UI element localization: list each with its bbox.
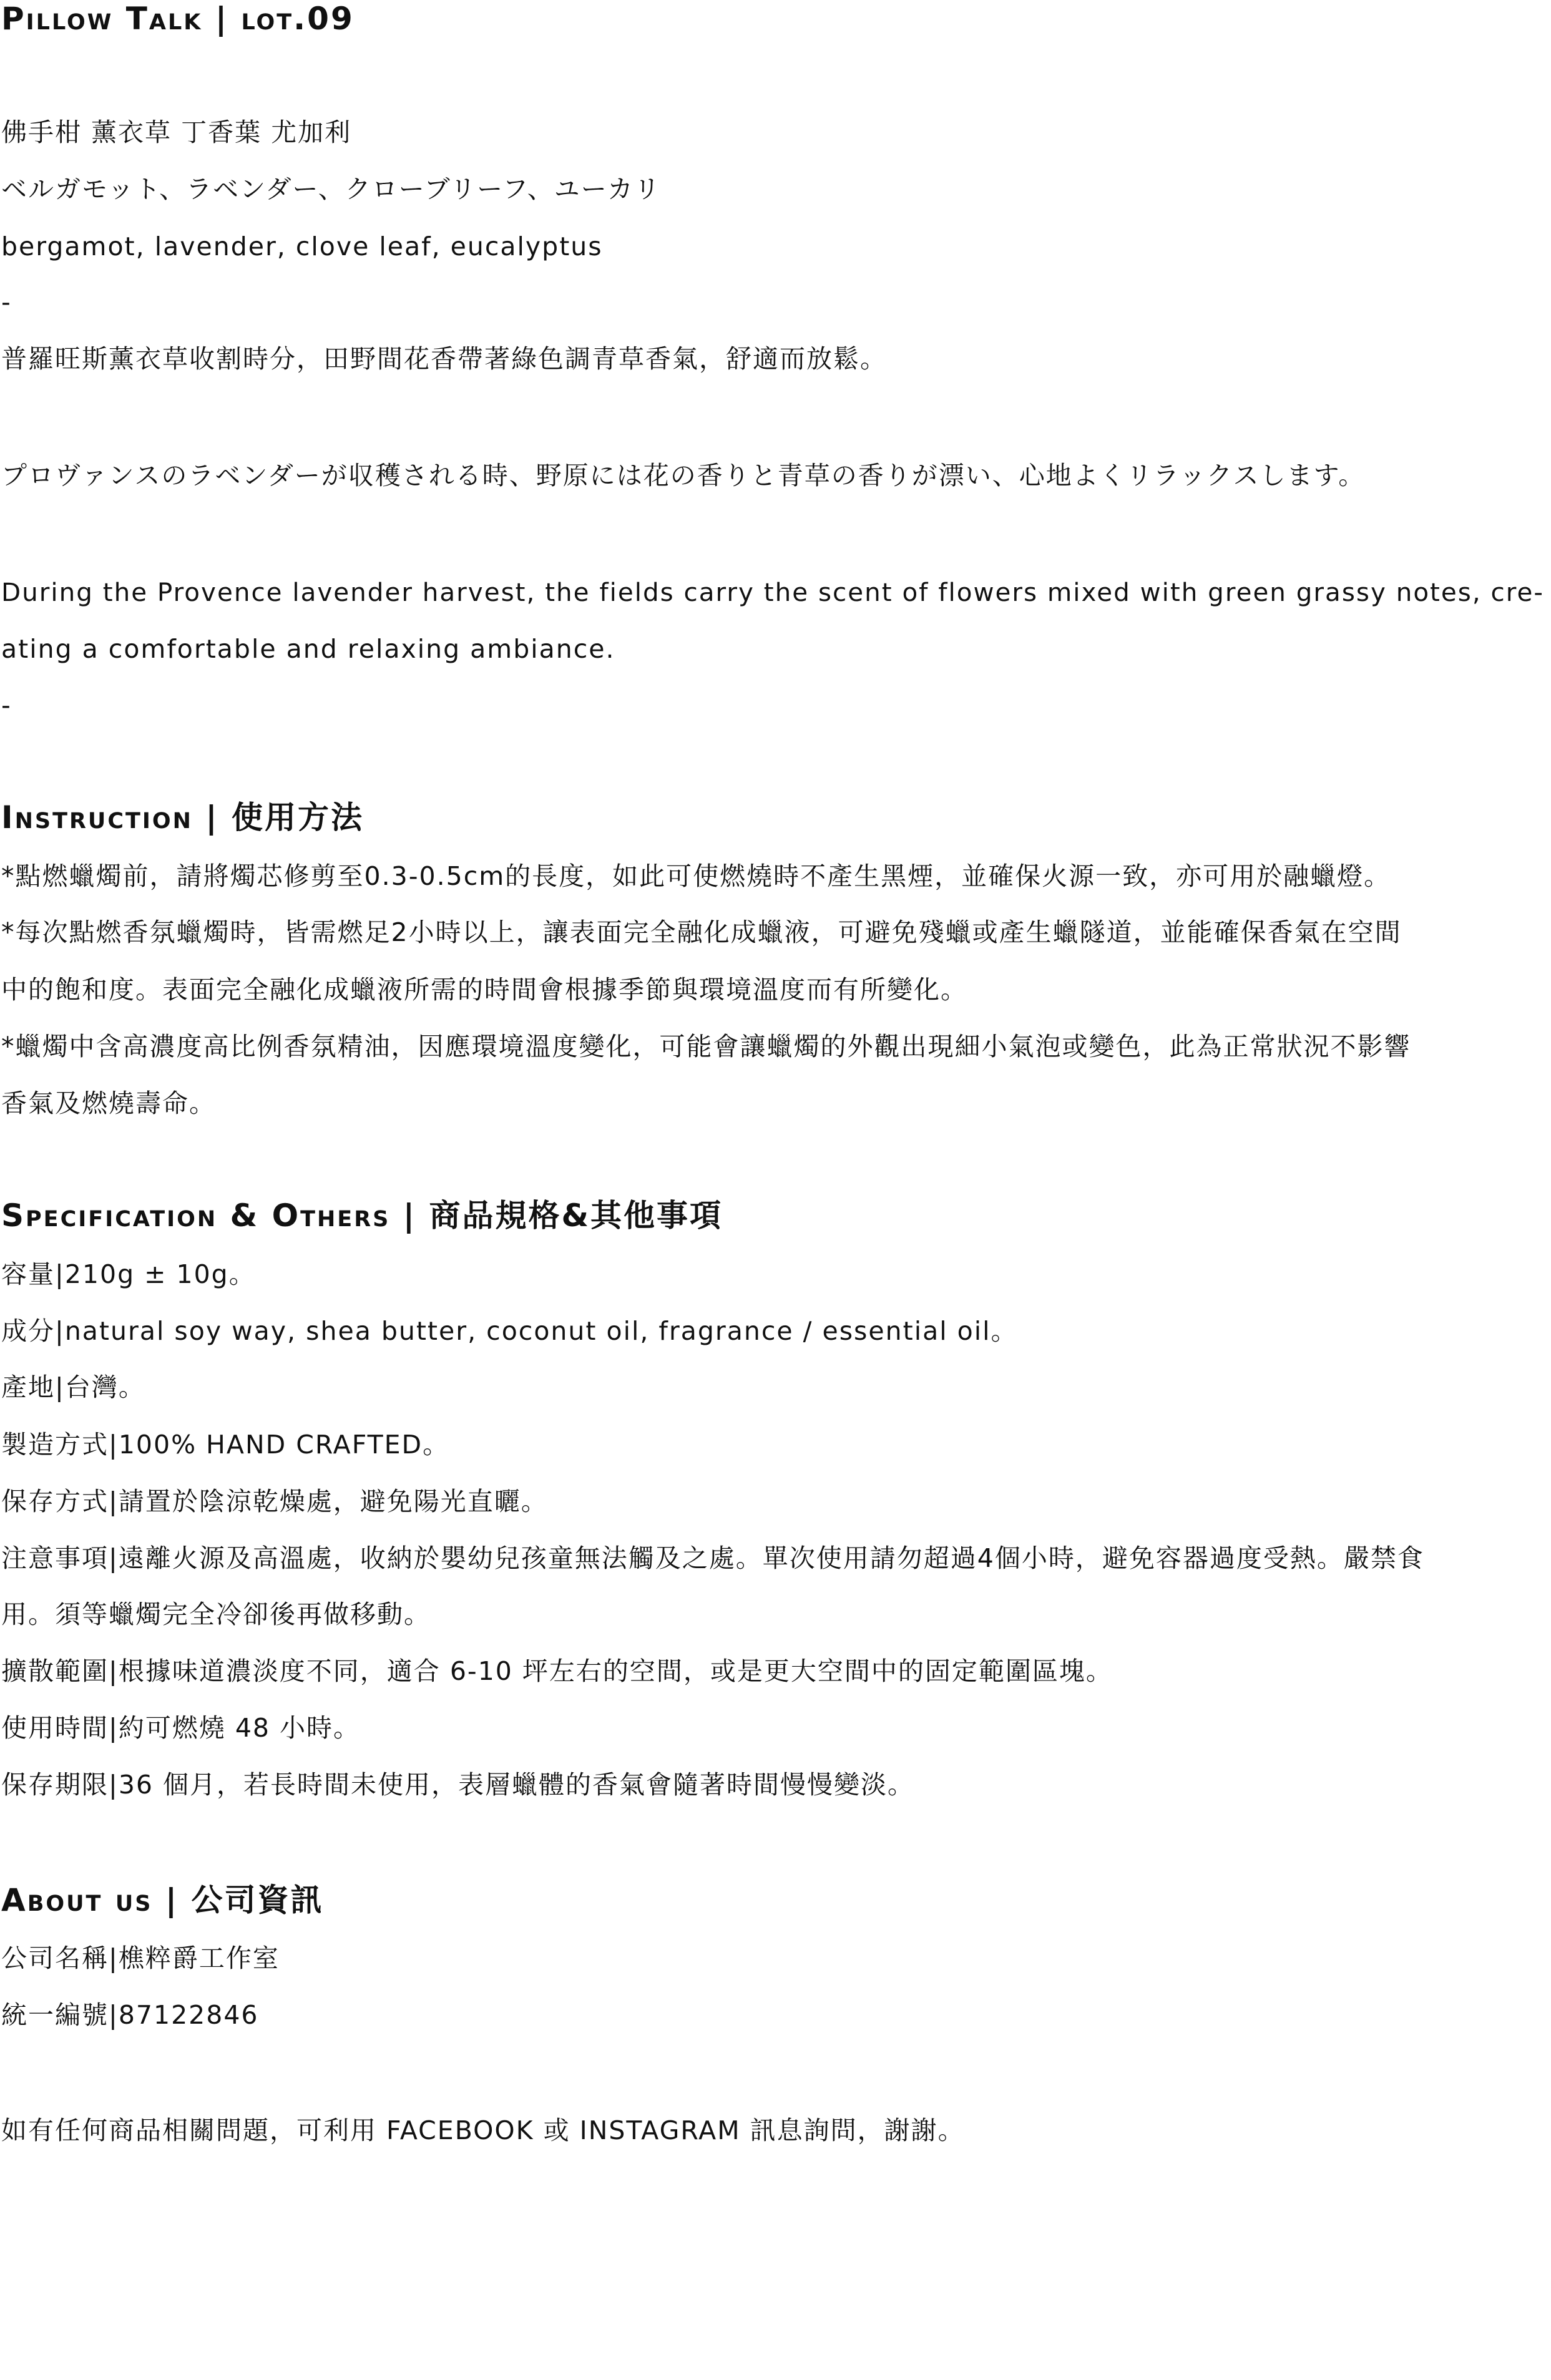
product-title: Pillow Talk | lot.09 <box>1 1 355 37</box>
spec-line: 產地|台灣。 <box>1 1372 145 1402</box>
spec-line: 保存方式|請置於陰涼乾燥處，避免陽光直曬。 <box>1 1486 548 1516</box>
instruction-heading: Instruction | 使用方法 <box>1 799 365 836</box>
about-line: 公司名稱|樵粹爵工作室 <box>1 1943 280 1973</box>
spec-line: 保存期限|36 個月，若長時間未使用，表層蠟體的香氣會隨著時間慢慢變淡。 <box>1 1770 915 1800</box>
description-chinese: 普羅旺斯薰衣草收割時分，田野間花香帶著綠色調青草香氣，舒適而放鬆。 <box>1 344 887 374</box>
about-heading: About us | 公司資訊 <box>1 1882 324 1918</box>
description-english-line: During the Provence lavender harvest, the fields carry the scent of flowers mixed with green grassy notes, cre- <box>1 577 1544 607</box>
separator-dash: - <box>1 287 12 317</box>
specification-heading: Specification & Others | 商品規格&其他事項 <box>1 1197 723 1234</box>
instruction-line: 中的飽和度。表面完全融化成蠟液所需的時間會根據季節與環境溫度而有所變化。 <box>1 975 967 1005</box>
spec-line: 用。須等蠟燭完全冷卻後再做移動。 <box>1 1599 431 1629</box>
spec-line: 製造方式|100% HAND CRAFTED。 <box>1 1430 450 1460</box>
notes-english: bergamot, lavender, clove leaf, eucalyptus <box>1 232 603 261</box>
contact-note: 如有任何商品相關問題，可利用 FACEBOOK 或 INSTAGRAM 訊息詢問，謝謝。 <box>1 2115 965 2145</box>
notes-japanese: ベルガモット、ラベンダー、クローブリーフ、ユーカリ <box>1 174 661 204</box>
separator-dash: - <box>1 690 12 720</box>
spec-line: 擴散範圍|根據味道濃淡度不同，適合 6-10 坪左右的空間，或是更大空間中的固定範圍區塊。 <box>1 1656 1113 1686</box>
description-english-line: ating a comfortable and relaxing ambiance. <box>1 634 615 664</box>
description-japanese: プロヴァンスのラベンダーが収穫される時、野原には花の香りと青草の香りが漂い、心地よくリラックスします。 <box>1 461 1366 490</box>
instruction-line: *每次點燃香氛蠟燭時，皆需燃足2小時以上，讓表面完全融化成蠟液，可避免殘蠟或產生蠟隧道，並能確保香氣在空間 <box>1 917 1402 947</box>
spec-line: 成分|natural soy way, shea butter, coconut oil, fragrance / essential oil。 <box>1 1316 1018 1346</box>
instruction-line: *蠟燭中含高濃度高比例香氛精油，因應環境溫度變化，可能會讓蠟燭的外觀出現細小氣泡或變色，此為正常狀況不影響 <box>1 1031 1411 1061</box>
spec-line: 使用時間|約可燃燒 48 小時。 <box>1 1713 361 1743</box>
about-line: 統一編號|87122846 <box>1 2000 259 2030</box>
spec-line: 容量|210g ± 10g。 <box>1 1259 256 1289</box>
instruction-line: *點燃蠟燭前，請將燭芯修剪至0.3-0.5cm的長度，如此可使燃燒時不產生黑煙，並確保火源一致，亦可用於融蠟燈。 <box>1 861 1391 891</box>
instruction-line: 香氣及燃燒壽命。 <box>1 1088 216 1118</box>
spec-line: 注意事項|遠離火源及高溫處，收納於嬰幼兒孩童無法觸及之處。單次使用請勿超過4個小時，避免容器過度受熱。嚴禁食 <box>1 1543 1424 1573</box>
notes-chinese: 佛手柑 薰衣草 丁香葉 尤加利 <box>1 117 352 147</box>
